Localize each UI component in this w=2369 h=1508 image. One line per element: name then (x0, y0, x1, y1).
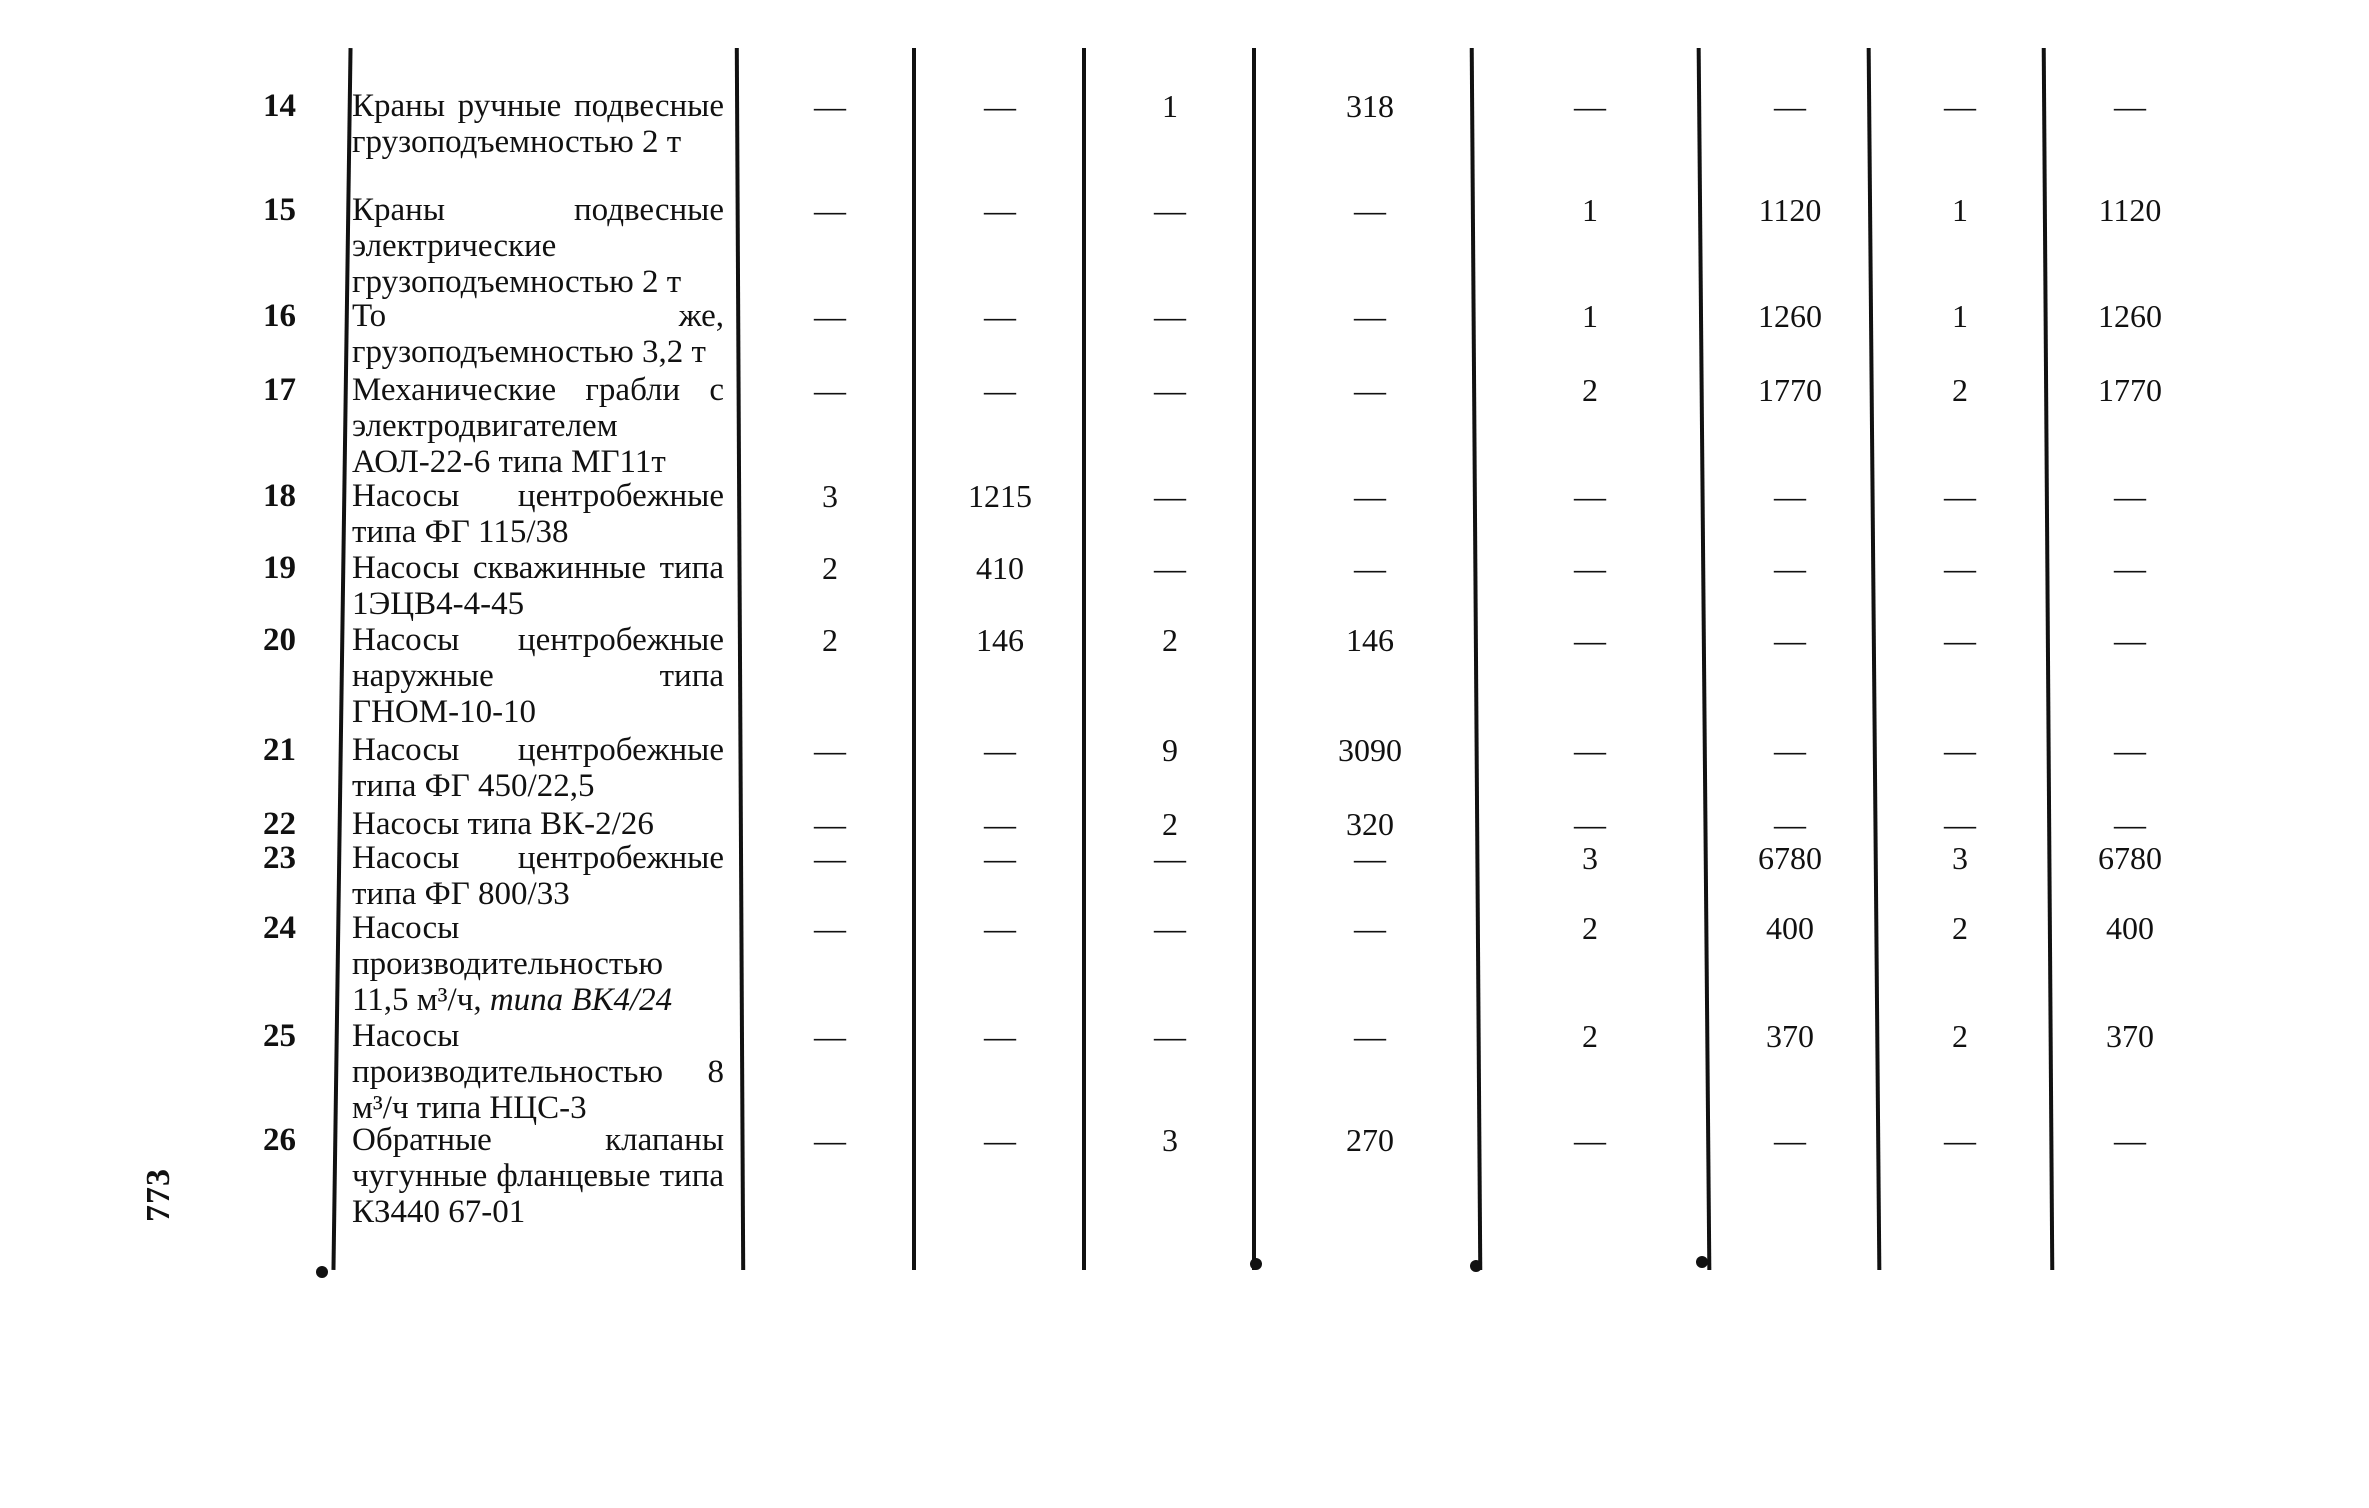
equipment-name-text: Насосы центробежные типа ФГ 800/33 (352, 840, 724, 912)
table-cell: — (814, 840, 846, 876)
table-cell: — (984, 192, 1016, 228)
row-number: 17 (263, 372, 296, 408)
equipment-name (352, 1018, 724, 1126)
table-cell: 1260 (1758, 298, 1822, 334)
table-cell: 2 (1162, 622, 1178, 658)
rule-end-dot (1696, 1256, 1708, 1268)
equipment-name (352, 550, 724, 622)
row-number: 21 (263, 732, 296, 768)
table-cell: — (1944, 622, 1976, 658)
table-cell: — (1944, 732, 1976, 768)
row-number: 24 (263, 910, 296, 946)
row-number: 14 (263, 88, 296, 124)
table-cell: 1770 (1758, 372, 1822, 408)
row-number: 25 (263, 1018, 296, 1054)
table-cell: — (814, 88, 846, 124)
table-cell: — (2114, 88, 2146, 124)
table-cell: — (1354, 372, 1386, 408)
column-rule (331, 48, 352, 1270)
row-number: 23 (263, 840, 296, 876)
table-cell: 1 (1582, 298, 1598, 334)
table-cell: — (1354, 840, 1386, 876)
table-cell: 146 (976, 622, 1024, 658)
row-number: 20 (263, 622, 296, 658)
table-cell: 1215 (968, 478, 1032, 514)
table-cell: — (2114, 1122, 2146, 1158)
table-cell: — (984, 298, 1016, 334)
table-cell: — (814, 372, 846, 408)
table-cell: 3 (1952, 840, 1968, 876)
column-rule (1470, 48, 1483, 1270)
table-cell: — (1154, 192, 1186, 228)
column-rule (1697, 48, 1712, 1270)
table-cell: — (2114, 732, 2146, 768)
rule-end-dot (1470, 1260, 1482, 1272)
equipment-name (352, 192, 724, 300)
page-number: 773 (140, 1168, 177, 1222)
table-cell: — (984, 88, 1016, 124)
table-cell: 2 (822, 550, 838, 586)
column-rule (1252, 48, 1256, 1270)
table-cell: 1120 (2098, 192, 2162, 228)
table-cell: 270 (1346, 1122, 1394, 1158)
table-cell: — (984, 806, 1016, 842)
table-cell: 400 (1766, 910, 1814, 946)
table-cell: — (1574, 622, 1606, 658)
table-cell: 2 (1952, 372, 1968, 408)
equipment-name (352, 478, 724, 550)
row-number: 19 (263, 550, 296, 586)
table-cell: — (814, 910, 846, 946)
table-cell: 3090 (1338, 732, 1402, 768)
equipment-name-text: Насосы скважинные типа 1ЭЦВ4-4-45 (352, 550, 724, 622)
equipment-name-text: Обратные клапаны чугунные фланцевые типа КЗ440 67-01 (352, 1122, 724, 1230)
table-cell: — (1774, 1122, 1806, 1158)
table-cell: — (1154, 298, 1186, 334)
table-cell: 9 (1162, 732, 1178, 768)
equipment-name (352, 806, 724, 842)
equipment-name-text: Насосы производительностью 8 м³/ч типа НЦС-3 (352, 1018, 724, 1126)
column-rule (2042, 48, 2055, 1270)
table-cell: — (1774, 88, 1806, 124)
table-cell: — (1774, 806, 1806, 842)
table-cell: — (1154, 1018, 1186, 1054)
table-cell: — (1944, 806, 1976, 842)
table-cell: — (1154, 478, 1186, 514)
table-cell: 3 (1582, 840, 1598, 876)
table-cell: — (1574, 732, 1606, 768)
equipment-name-text: То же, грузоподъемностью 3,2 т (352, 298, 724, 370)
table-cell: — (1354, 1018, 1386, 1054)
table-cell: 6780 (2098, 840, 2162, 876)
table-cell: — (984, 1122, 1016, 1158)
equipment-name-text: Краны подвесные электрические грузоподъемностью 2 т (352, 192, 724, 300)
equipment-name-text: Насосы центробежные типа ФГ 115/38 (352, 478, 724, 550)
table-cell: — (1944, 88, 1976, 124)
table-cell: — (1774, 478, 1806, 514)
table-cell: — (1354, 298, 1386, 334)
equipment-name (352, 840, 724, 912)
table-cell: — (814, 732, 846, 768)
table-cell: 2 (1582, 372, 1598, 408)
column-rule (735, 48, 745, 1270)
table-cell: — (814, 1018, 846, 1054)
table-cell: — (984, 910, 1016, 946)
rule-end-dot (1250, 1258, 1262, 1270)
row-number: 18 (263, 478, 296, 514)
table-cell: 370 (2106, 1018, 2154, 1054)
table-cell: — (1944, 1122, 1976, 1158)
table-cell: 146 (1346, 622, 1394, 658)
table-cell: 3 (822, 478, 838, 514)
equipment-name (352, 732, 724, 804)
table-cell: 400 (2106, 910, 2154, 946)
rule-end-dot (316, 1266, 328, 1278)
table-cell: 2 (1582, 910, 1598, 946)
row-number: 22 (263, 806, 296, 842)
table-cell: — (1354, 550, 1386, 586)
equipment-name-italic: типа ВК4/24 (489, 982, 673, 1018)
table-cell: — (984, 840, 1016, 876)
table-cell: — (1354, 910, 1386, 946)
table-cell: — (814, 806, 846, 842)
table-cell: 2 (1952, 910, 1968, 946)
equipment-name (352, 622, 724, 730)
table-cell: — (1354, 192, 1386, 228)
table-cell: 1 (1582, 192, 1598, 228)
table-cell: 2 (1582, 1018, 1598, 1054)
table-cell: — (814, 1122, 846, 1158)
table-cell: — (1574, 478, 1606, 514)
table-cell: — (984, 372, 1016, 408)
table-cell: — (1774, 732, 1806, 768)
table-cell: 370 (1766, 1018, 1814, 1054)
table-cell: — (1574, 806, 1606, 842)
table-cell: 2 (1162, 806, 1178, 842)
row-number: 16 (263, 298, 296, 334)
table-cell: — (1574, 1122, 1606, 1158)
column-rule (1867, 48, 1882, 1270)
equipment-name (352, 88, 724, 160)
table-cell: 1 (1952, 298, 1968, 334)
table-cell: — (1154, 840, 1186, 876)
row-number: 15 (263, 192, 296, 228)
equipment-name (352, 910, 724, 1018)
table-cell: 320 (1346, 806, 1394, 842)
equipment-name-text: Краны ручные подвесные грузоподъемностью 2 т (352, 88, 724, 160)
table-cell: — (984, 1018, 1016, 1054)
table-cell: — (2114, 478, 2146, 514)
equipment-name-text: Насосы типа ВК-2/26 (352, 806, 654, 842)
table-cell: — (1774, 550, 1806, 586)
table-cell: 410 (976, 550, 1024, 586)
table-cell: — (1574, 550, 1606, 586)
table-cell: 2 (822, 622, 838, 658)
table-cell: 3 (1162, 1122, 1178, 1158)
table-cell: — (814, 192, 846, 228)
table-cell: 2 (1952, 1018, 1968, 1054)
column-rule (912, 48, 916, 1270)
table-cell: — (1944, 478, 1976, 514)
table-cell: 1 (1162, 88, 1178, 124)
table-cell: 318 (1346, 88, 1394, 124)
table-cell: — (814, 298, 846, 334)
table-cell: — (1354, 478, 1386, 514)
table-cell: — (1154, 910, 1186, 946)
table-cell: — (1154, 372, 1186, 408)
equipment-name-text: Насосы центробежные типа ФГ 450/22,5 (352, 732, 724, 804)
table-cell: — (2114, 550, 2146, 586)
table-cell: — (1574, 88, 1606, 124)
equipment-name-text: Насосы центробежные наружные типа ГНОМ-10-10 (352, 622, 724, 730)
equipment-name-text: Механические грабли с электродвигателем АОЛ-22-6 типа МГ11т (352, 372, 724, 480)
table-cell: — (1774, 622, 1806, 658)
column-rule (1082, 48, 1086, 1270)
table-cell: 1120 (1758, 192, 1822, 228)
equipment-name (352, 1122, 724, 1230)
equipment-name-text: Насосы производительностью 11,5 м³/ч, (352, 910, 664, 1018)
table-cell: — (2114, 622, 2146, 658)
equipment-name (352, 298, 724, 370)
table-cell: — (1154, 550, 1186, 586)
equipment-name (352, 372, 724, 480)
table-cell: 6780 (1758, 840, 1822, 876)
table-cell: — (984, 732, 1016, 768)
table-cell: 1260 (2098, 298, 2162, 334)
table-cell: 1770 (2098, 372, 2162, 408)
table-cell: — (2114, 806, 2146, 842)
table-cell: — (1944, 550, 1976, 586)
row-number: 26 (263, 1122, 296, 1158)
table-cell: 1 (1952, 192, 1968, 228)
